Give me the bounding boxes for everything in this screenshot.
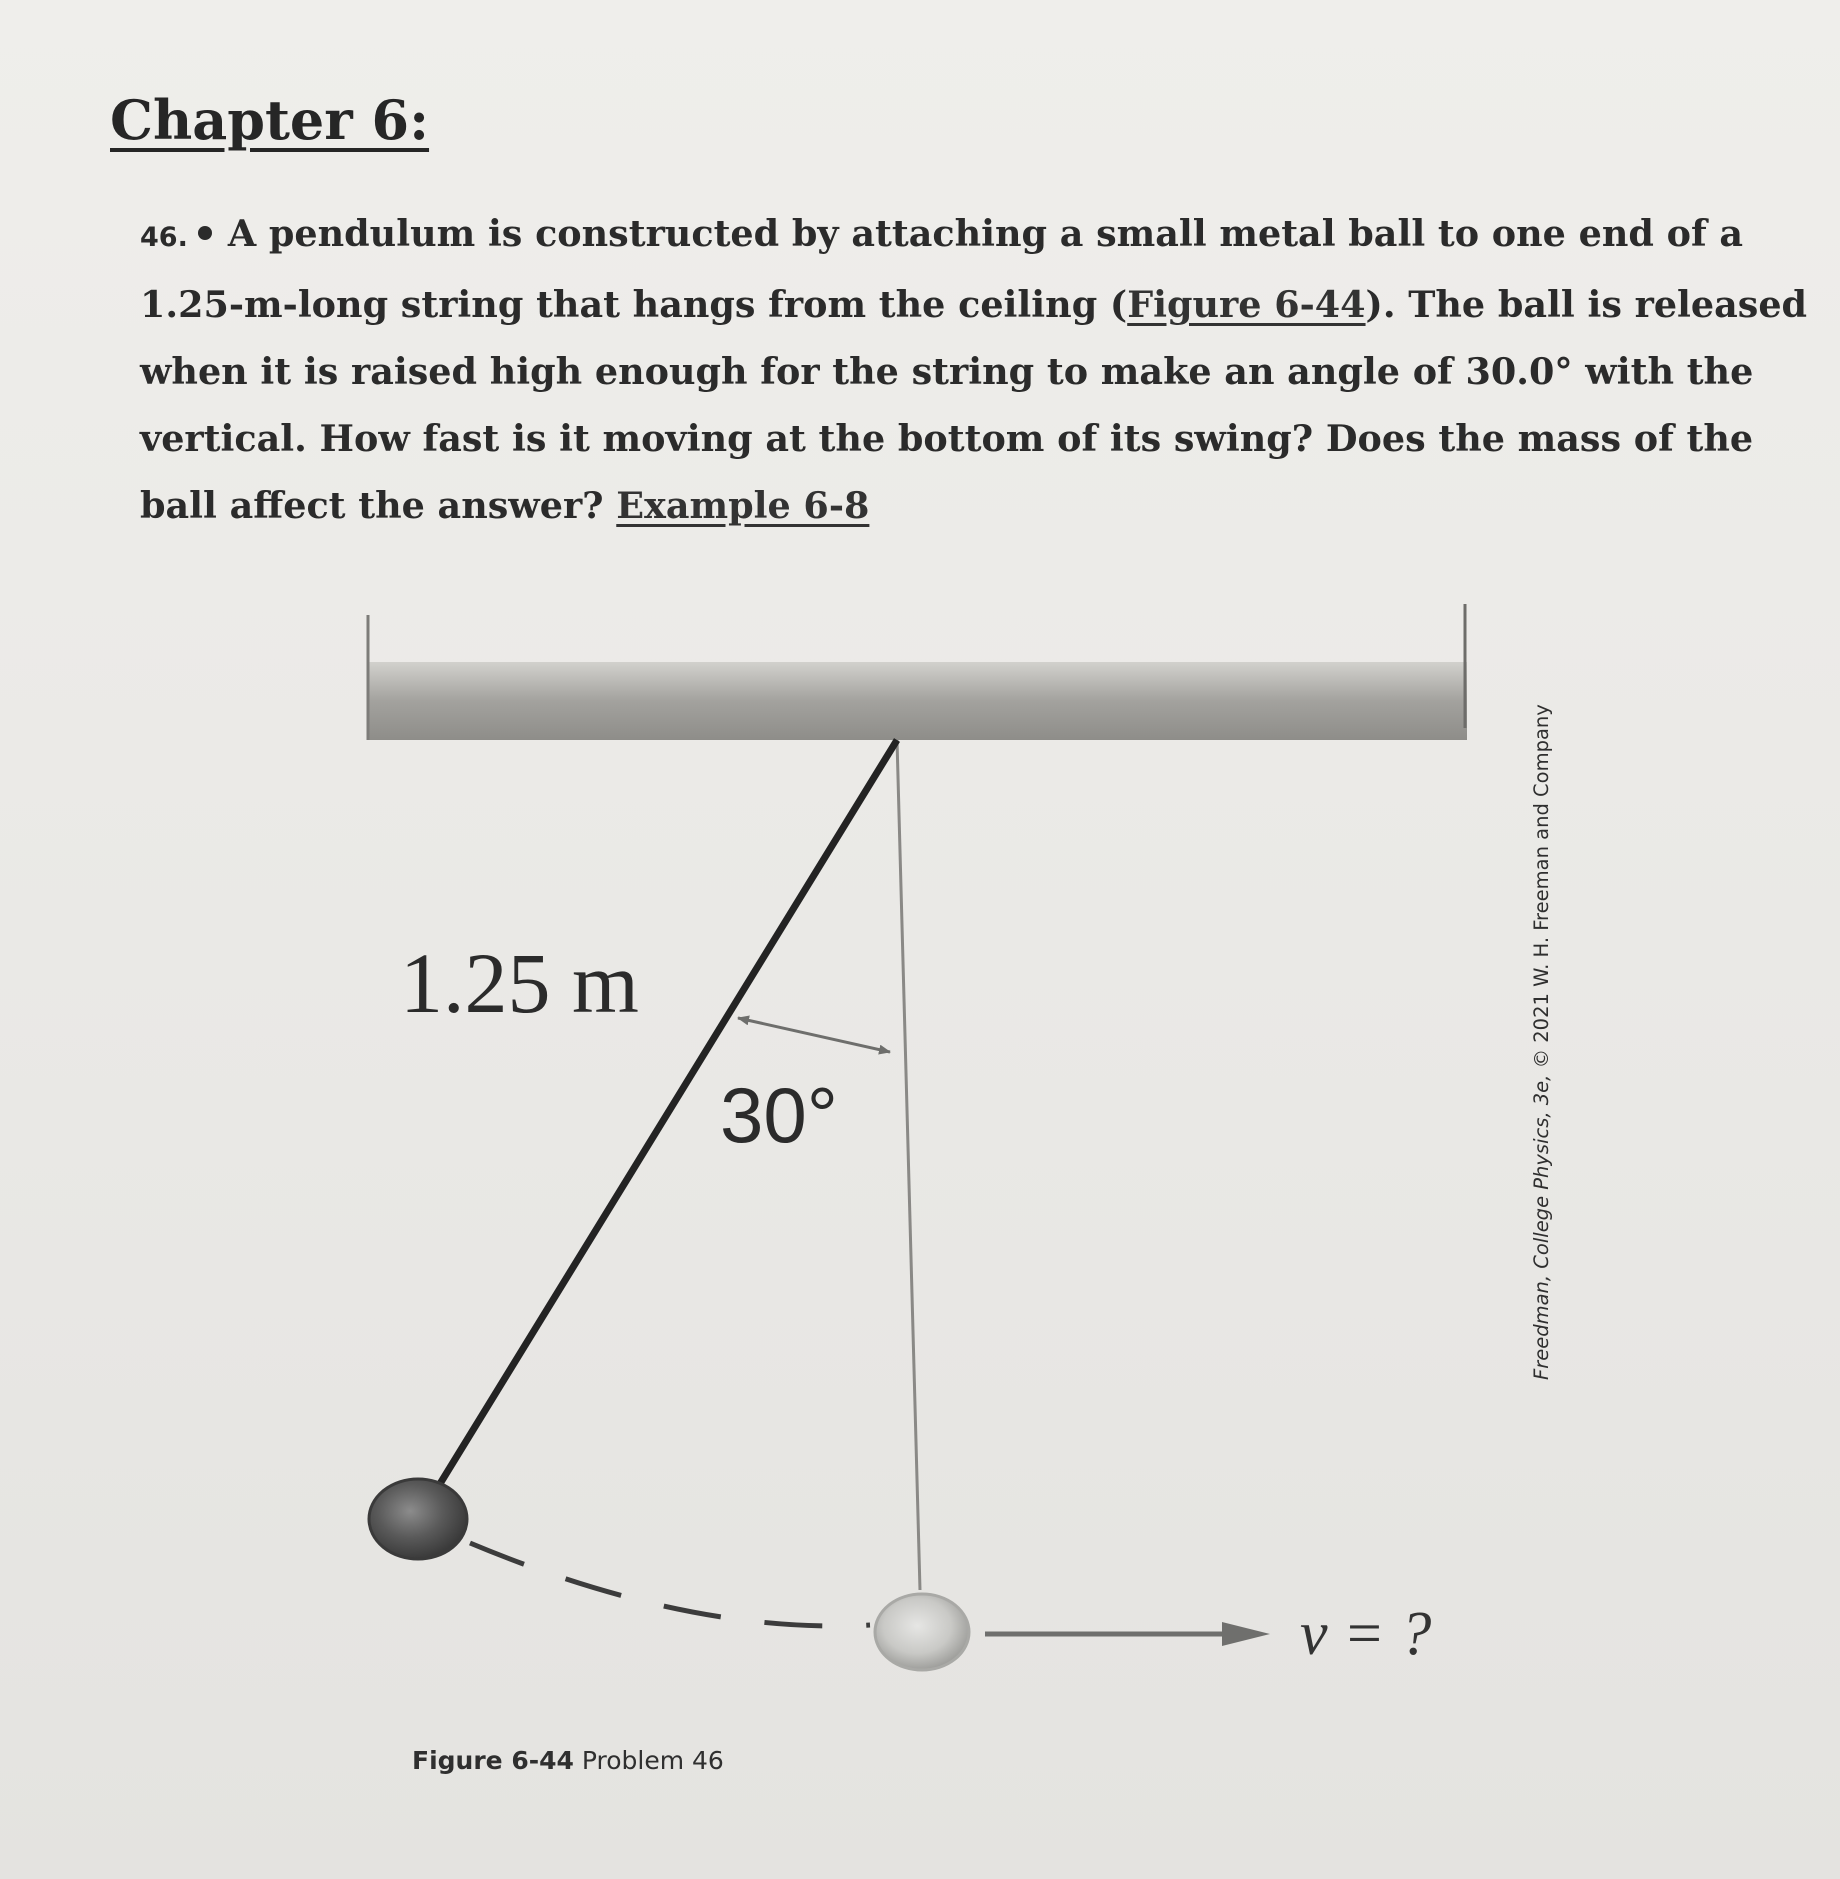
credit-rest: © 2021 W. H. Freeman and Company <box>1530 704 1553 1075</box>
caption-problem-ref: Problem 46 <box>573 1746 724 1775</box>
problem-line-5-pre: ball affect the answer? <box>140 484 617 527</box>
problem-line-2-pre: 1.25-m-long string that hangs from the ceiling ( <box>140 283 1128 326</box>
ceiling-bar <box>367 662 1467 740</box>
pendulum-ball-released <box>369 1479 467 1559</box>
credit-title: Freedman, College Physics, 3e, <box>1530 1074 1553 1380</box>
problem-line-4: vertical. How fast is it moving at the bottom of its swing? Does the mass of the <box>140 417 1754 460</box>
figure-credit <box>1530 704 1553 1380</box>
caption-figure-number: Figure 6-44 <box>412 1746 574 1775</box>
angle-label: 30° <box>720 1071 838 1159</box>
figure-6-44-link[interactable]: Figure 6-44 <box>1127 283 1366 326</box>
chapter-heading: Chapter 6: <box>110 88 430 152</box>
figure-caption <box>412 1746 724 1775</box>
problem-line-3: when it is raised high enough for the string to make an angle of 30.0° with the <box>140 350 1754 393</box>
angle-double-arrow <box>738 1018 890 1052</box>
velocity-arrow-head-icon <box>1222 1622 1270 1646</box>
problem-number: 46. <box>140 222 188 253</box>
problem-line-2-post: ). The ball is released <box>1365 283 1808 326</box>
swing-arc-dashed <box>470 1543 870 1626</box>
length-label: 1.25 m <box>400 935 639 1031</box>
pendulum-ball-bottom <box>875 1594 969 1670</box>
problem-line-1-text: A pendulum is constructed by attaching a small metal ball to one end of a <box>227 212 1744 255</box>
vertical-reference-line <box>897 740 920 1590</box>
example-6-8-link[interactable]: Example 6-8 <box>616 484 870 527</box>
velocity-label: v = ? <box>1300 1600 1432 1668</box>
